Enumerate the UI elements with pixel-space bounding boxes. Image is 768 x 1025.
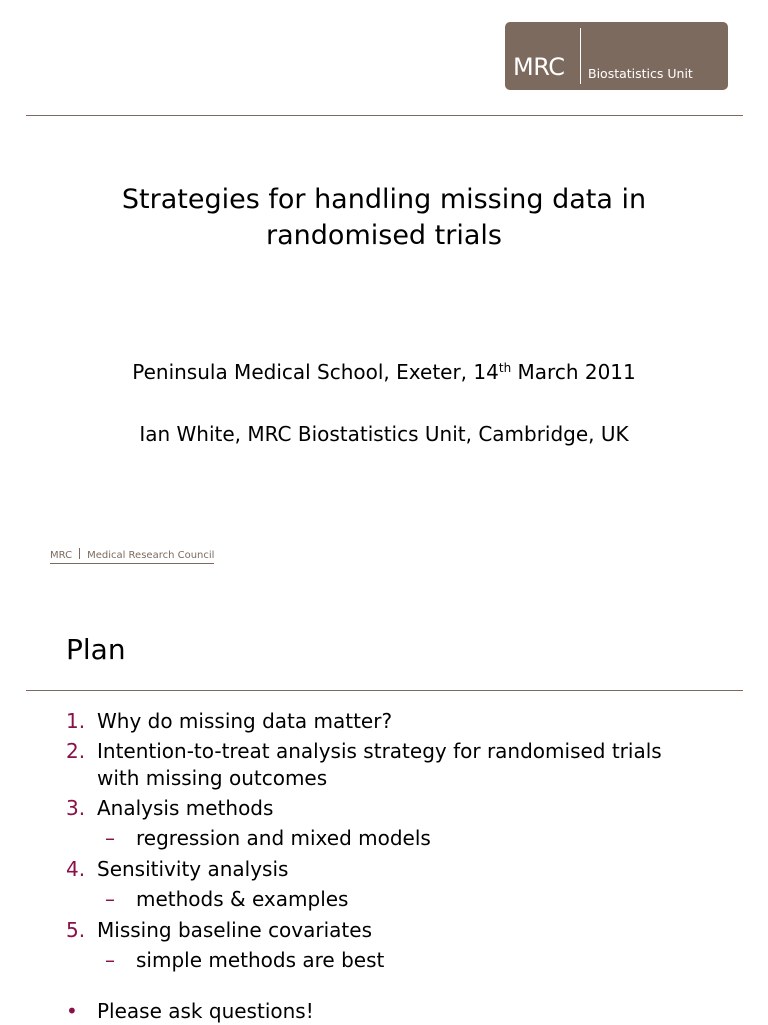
dash-marker: – bbox=[105, 948, 115, 972]
venue-superscript: th bbox=[498, 361, 512, 375]
plan-subitem-4 bbox=[66, 886, 706, 913]
plan-item-number: 2. bbox=[66, 739, 86, 763]
plan-item-2 bbox=[66, 738, 706, 792]
bullet-marker: • bbox=[66, 999, 78, 1023]
plan-item-text: Why do missing data matter? bbox=[97, 709, 393, 733]
council-name: Medical Research Council bbox=[87, 550, 215, 561]
plan-item-5 bbox=[66, 917, 706, 944]
council-abbr: MRC bbox=[50, 550, 73, 561]
logo-mrc-text: MRC bbox=[513, 53, 565, 81]
dash-marker: – bbox=[105, 826, 115, 850]
plan-item-1 bbox=[66, 708, 706, 735]
council-divider bbox=[79, 548, 80, 559]
plan-item-4 bbox=[66, 856, 706, 883]
venue-text: Peninsula Medical School, Exeter, 14 bbox=[132, 360, 499, 384]
author-line: Ian White, MRC Biostatistics Unit, Cambridge, UK bbox=[139, 422, 629, 446]
plan-rule bbox=[26, 690, 743, 691]
closing-text: Please ask questions! bbox=[97, 999, 314, 1023]
dash-marker: – bbox=[105, 887, 115, 911]
plan-item-number: 5. bbox=[66, 918, 86, 942]
plan-item-number: 4. bbox=[66, 857, 86, 881]
plan-item-number: 3. bbox=[66, 796, 86, 820]
plan-subitem-text: simple methods are best bbox=[136, 948, 385, 972]
council-footer bbox=[50, 548, 214, 564]
plan-heading: Plan bbox=[66, 633, 126, 666]
plan-item-number: 1. bbox=[66, 709, 86, 733]
plan-item-text: Missing baseline covariates bbox=[97, 918, 372, 942]
venue-line bbox=[0, 359, 768, 385]
mrc-logo bbox=[505, 22, 728, 90]
plan-item-3 bbox=[66, 795, 706, 822]
plan-subitem-text: methods & examples bbox=[136, 887, 349, 911]
plan-item-text: Sensitivity analysis bbox=[97, 857, 289, 881]
plan-subitem-text: regression and mixed models bbox=[136, 826, 431, 850]
logo-unit-text: Biostatistics Unit bbox=[588, 66, 693, 81]
venue-date: March 2011 bbox=[511, 360, 636, 384]
plan-item-text: Analysis methods bbox=[97, 796, 274, 820]
logo-divider bbox=[580, 28, 581, 84]
plan-subitem-3 bbox=[66, 825, 706, 852]
plan-subitem-5 bbox=[66, 947, 706, 974]
header-rule bbox=[26, 115, 743, 116]
plan-item-text: Intention-to-treat analysis strategy for randomised trials with missing outcomes bbox=[97, 739, 662, 790]
slide-title: Strategies for handling missing data in randomised trials bbox=[121, 184, 647, 251]
closing-bullet bbox=[66, 998, 706, 1025]
plan-list bbox=[66, 708, 706, 1025]
